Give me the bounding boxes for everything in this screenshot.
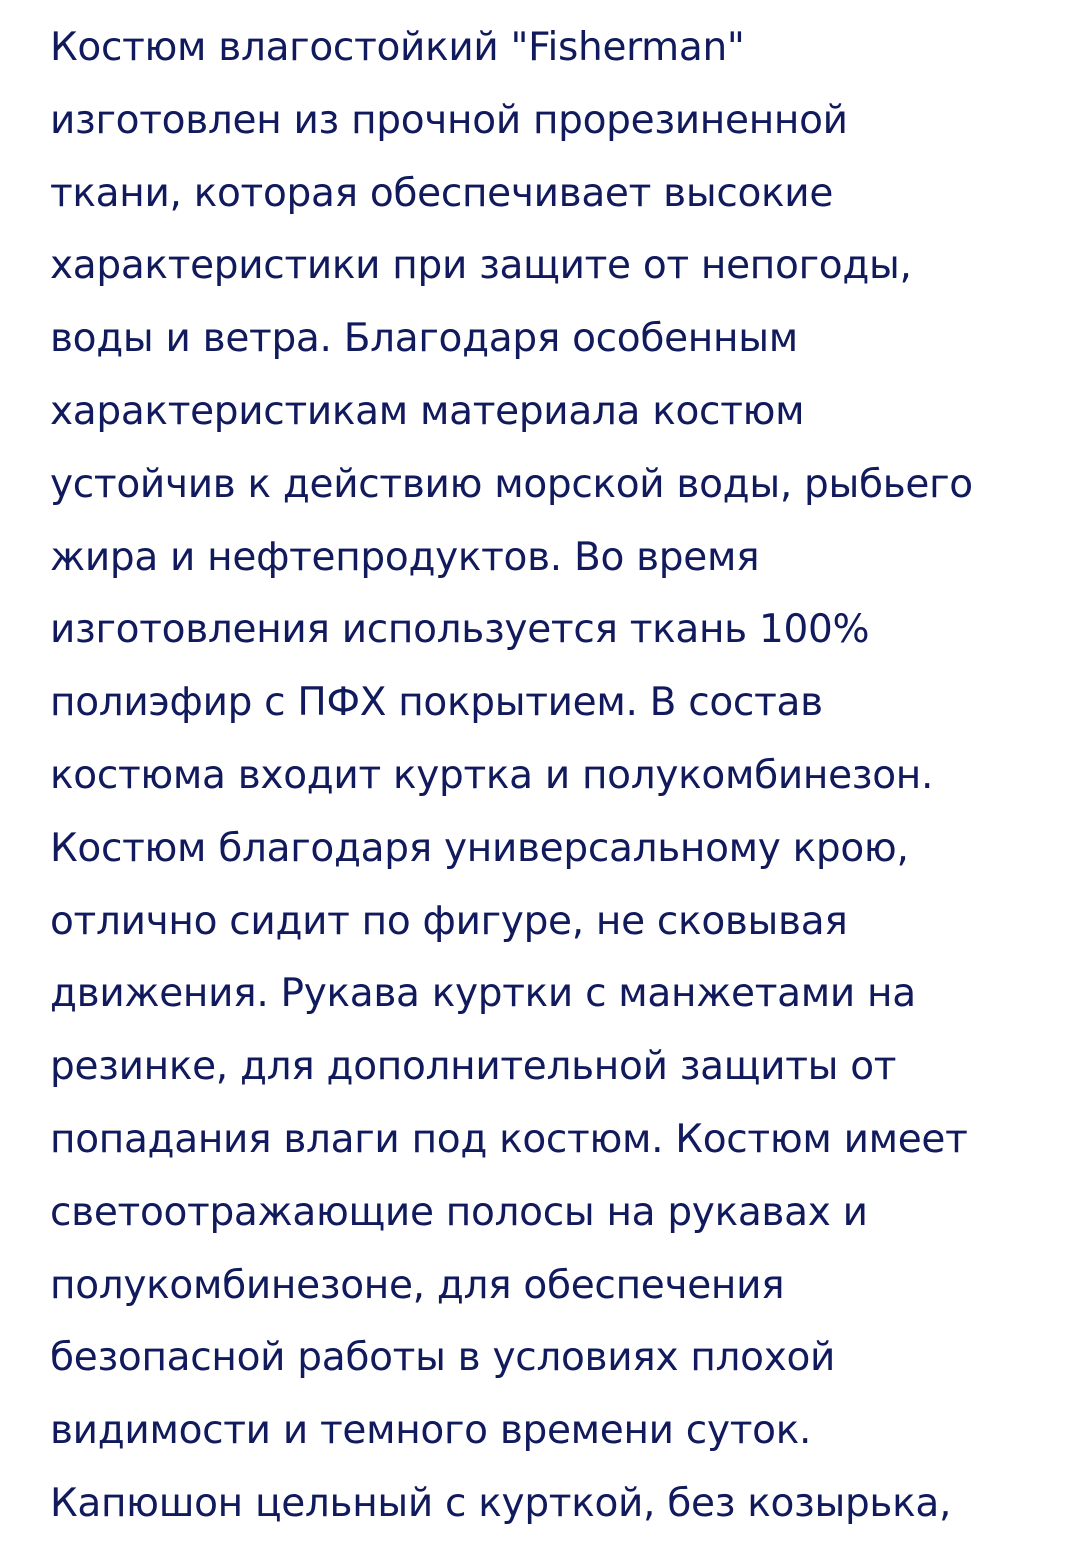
description-line: светоотражающие полосы на рукавах и — [50, 1189, 868, 1235]
description-line: характеристикам материала костюм — [50, 388, 805, 434]
description-line: характеристики при защите от непогоды, — [50, 243, 912, 289]
description-line: движения. Рукава куртки с манжетами на — [50, 971, 916, 1017]
description-line: Капюшон цельный с курткой, без козырька, — [50, 1480, 952, 1526]
description-line: ткани, которая обеспечивает высокие — [50, 170, 834, 216]
description-line: полиэфир с ПФХ покрытием. В состав — [50, 680, 823, 726]
product-description — [50, 12, 1050, 1541]
description-line: устойчив к действию морской воды, рыбьего — [50, 461, 973, 507]
description-line: воды и ветра. Благодаря особенным — [50, 316, 798, 362]
description-line: изготовлен из прочной прорезиненной — [50, 97, 848, 143]
description-line: Костюм благодаря универсальному крою, — [50, 825, 909, 871]
description-line: отлично сидит по фигуре, не сковывая — [50, 898, 848, 944]
description-line: изготовления используется ткань 100% — [50, 607, 870, 653]
description-line: видимости и темного времени суток. — [50, 1408, 812, 1454]
description-line: резинке, для дополнительной защиты от — [50, 1044, 897, 1090]
description-line: Костюм влагостойкий "Fisherman" — [50, 25, 745, 70]
description-line: жира и нефтепродуктов. Во время — [50, 534, 760, 580]
description-line: костюма входит куртка и полукомбинезон. — [50, 752, 934, 798]
description-line: безопасной работы в условиях плохой — [50, 1335, 836, 1381]
description-line: полукомбинезоне, для обеспечения — [50, 1262, 785, 1308]
description-line: попадания влаги под костюм. Костюм имеет — [50, 1116, 968, 1162]
